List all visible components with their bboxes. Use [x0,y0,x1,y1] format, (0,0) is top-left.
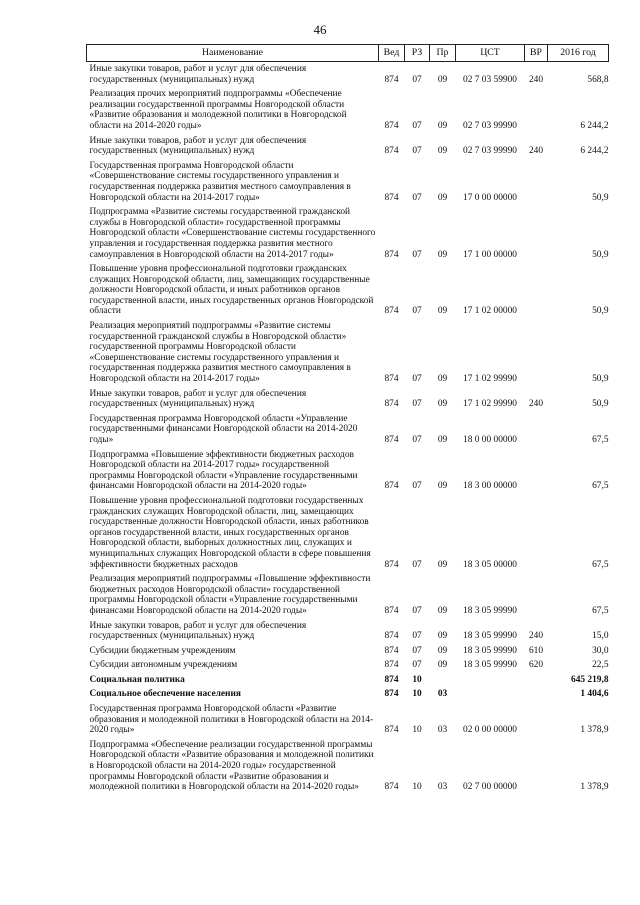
cell-cst: 02 7 03 99990 [463,146,517,157]
cell-name: Реализация прочих мероприятий подпрограммы «Обеспечение реализации государственной программы Новгородской области «Развитие образования и молодежной политики в Новгородской области на 2014-2020 годы» [89,89,347,131]
table-row [87,644,609,659]
cell-name: Повышение уровня профессиональной подготовки гражданских служащих Новгородской области, лиц, замещающих государственные должности Новгородской области, и иных работников органов государственной власти, иных государственных органов Новгородской области [89,264,374,317]
cell-sum: 50,9 [592,374,609,385]
cell-ved: 874 [384,645,399,656]
cell-rz: 10 [412,674,422,685]
table-header-row [87,45,609,62]
cell-name: Социальная политика [89,674,185,685]
cell-cst: 17 0 00 00000 [463,192,517,203]
cell-ved: 874 [384,631,399,642]
cell-vr: 620 [528,660,544,671]
cell-name: Субсидии бюджетным учреждениям [89,645,236,656]
cell-rz: 07 [412,249,422,260]
cell-vr [525,687,548,702]
cell-ved: 874 [384,399,399,410]
cell-pr: 09 [437,645,448,656]
cell-name: Государственная программа Новгородской области «Совершенствование системы государственного управления и государственная поддержка развития местного самоуправления в Новгородской области на 2014-2017 годы» [89,160,351,203]
cell-cst: 18 3 05 99990 [463,645,517,656]
cell-rz: 07 [412,660,422,671]
cell-vr [525,572,548,618]
cell-vr [525,319,548,387]
cell-sum: 15,0 [592,631,609,642]
cell-rz: 07 [412,435,422,445]
table-body [87,62,609,795]
cell-pr: 09 [437,74,448,85]
table-row [87,494,609,572]
cell-pr: 09 [437,660,448,671]
cell-pr: 09 [437,559,448,570]
header-name: Наименование [87,45,379,62]
cell-sum: 50,9 [592,249,609,260]
cell-name: Иные закупки товаров, работ и услуг для обеспечения государственных (муниципальных) нужд [89,620,307,642]
table-row [87,738,609,795]
cell-rz: 07 [412,192,422,203]
cell-cst: 18 3 05 99990 [463,631,517,642]
cell-rz: 07 [412,374,422,385]
cell-ved: 874 [384,146,399,157]
cell-sum: 6 244,2 [580,146,609,157]
cell-rz: 07 [412,605,422,616]
cell-sum: 67,5 [592,559,609,570]
table-row [87,262,609,319]
cell-ved: 874 [384,689,399,700]
cell-vr: 610 [528,645,544,656]
cell-ved: 874 [384,605,399,616]
cell-sum: 50,9 [592,399,609,410]
cell-name: Иные закупки товаров, работ и услуг для обеспечения государственных (муниципальных) нужд [89,64,307,85]
cell-cst [456,687,525,702]
cell-cst: 02 7 00 00000 [463,782,517,793]
cell-name: Субсидии автономным учреждениям [89,660,238,671]
cell-pr: 09 [437,306,448,317]
cell-name: Социальное обеспечение населения [89,689,241,700]
cell-sum: 1 378,9 [580,725,609,736]
cell-vr [525,448,548,494]
cell-name: Иные закупки товаров, работ и услуг для обеспечения государственных (муниципальных) нужд [89,388,307,410]
cell-ved: 874 [384,192,399,203]
table-row [87,658,609,673]
cell-ved: 874 [384,725,399,736]
cell-rz: 07 [412,306,422,317]
cell-cst: 18 3 05 99990 [463,605,517,616]
cell-rz: 07 [412,645,422,656]
cell-ved: 874 [384,559,399,570]
table-row [87,134,609,159]
cell-name: Подпрограмма «Развитие системы государственной гражданской службы в Новгородской области» государственной программы Новгородской области «Совершенствование системы государственного управления и государственная поддержка развития местного самоуправления в Новгородской области на 2014-2017 годы» [89,207,376,260]
cell-sum: 67,5 [592,605,609,616]
budget-table [86,44,609,795]
cell-sum: 67,5 [592,435,609,445]
table-row [87,412,609,448]
cell-sum: 6 244,2 [580,120,609,131]
cell-pr: 09 [437,192,448,203]
cell-cst: 17 1 02 99990 [463,374,517,385]
page-number: 46 [313,22,327,37]
cell-name: Повышение уровня профессиональной подготовки государственных гражданских служащих Новгородской области, лиц, замещающих государственные должности Новгородской области, иных работников органов государственной власти, иных государственных органов Новгородской области, выборных должностных лиц, служащих и муниципальных служащих Новгородской области в сфере повышения эффективности бюджетных расходов [89,495,371,570]
cell-name: Государственная программа Новгородской области «Развитие образования и молодежной политики в Новгородской области на 2014-2020 годы» [89,704,374,736]
cell-vr [525,673,548,688]
cell-rz: 07 [412,631,422,642]
cell-name: Реализация мероприятий подпрограммы «Развитие системы государственной гражданской службы в Новгородской области» государственной программы Новгородской области «Совершенствование системы государственного управления и государственная поддержка развития местного самоуправления в Новгородской области на 2014-2017 годы» [89,321,351,385]
header-ved: Вед [379,45,405,62]
cell-pr: 03 [437,782,448,793]
cell-ved: 874 [384,481,399,492]
cell-name: Подпрограмма «Обеспечение реализации государственной программы Новгородской области «Развитие образования и молодежной политики в Новгородской области на 2014-2020 годы» государственной программы Новгородской области «Развитие образования и молодежной политики в Новгородской области на 2014-2020 годы» [89,739,374,793]
cell-ved: 874 [384,306,399,317]
cell-ved: 874 [384,249,399,260]
cell-vr [525,412,548,448]
cell-ved: 874 [384,120,399,131]
cell-pr: 09 [437,481,448,492]
cell-pr [430,673,456,688]
cell-rz: 10 [412,782,422,793]
header-vr: ВР [525,45,548,62]
cell-sum: 645 219,8 [571,674,609,685]
cell-cst [456,673,525,688]
cell-vr [525,205,548,262]
cell-vr: 240 [528,74,544,85]
cell-pr: 03 [437,689,448,700]
cell-cst: 02 7 03 99990 [463,120,517,131]
cell-pr: 09 [437,374,448,385]
cell-sum: 50,9 [592,192,609,203]
cell-rz: 07 [412,74,422,85]
header-pr: Пр [430,45,456,62]
table-row [87,87,609,133]
cell-sum: 67,5 [592,481,609,492]
cell-name: Реализация мероприятий подпрограммы «Повышение эффективности бюджетных расходов Новгородской области» государственной программы Новгородской области «Управление государственными финансами Новгородской области на 2014-2020 годы» [89,574,371,616]
cell-pr: 09 [437,249,448,260]
cell-rz: 07 [412,146,422,157]
table-row [87,673,609,688]
cell-rz: 07 [412,399,422,410]
cell-ved: 874 [384,660,399,671]
cell-rz: 07 [412,120,422,131]
cell-sum: 50,9 [592,306,609,317]
cell-pr: 09 [437,399,448,410]
cell-vr [525,159,548,205]
cell-sum: 30,0 [592,645,609,656]
table-row [87,62,609,88]
table-row [87,572,609,618]
cell-pr: 03 [437,725,448,736]
cell-sum: 568,8 [587,74,609,85]
cell-ved: 874 [384,435,399,445]
table-row [87,319,609,387]
cell-cst: 17 1 00 00000 [463,249,517,260]
cell-ved: 874 [384,674,399,685]
cell-name: Иные закупки товаров, работ и услуг для обеспечения государственных (муниципальных) нужд [89,135,307,157]
header-cst: ЦСТ [456,45,525,62]
table-row [87,205,609,262]
cell-pr: 09 [437,120,448,131]
table-row [87,687,609,702]
cell-vr [525,738,548,795]
cell-ved: 874 [384,374,399,385]
cell-pr: 09 [437,631,448,642]
cell-pr: 09 [437,146,448,157]
cell-vr [525,702,548,738]
table-row [87,619,609,644]
cell-vr [525,87,548,133]
cell-cst: 18 3 05 00000 [463,559,517,570]
cell-rz: 10 [412,689,422,700]
table-row [87,448,609,494]
cell-pr: 09 [437,605,448,616]
cell-rz: 10 [412,725,422,736]
cell-vr [525,262,548,319]
cell-rz: 07 [412,559,422,570]
cell-name: Государственная программа Новгородской области «Управление государственными финансами Новгородской области на 2014-2020 годы» [89,413,358,445]
cell-vr: 240 [528,146,544,157]
cell-cst: 18 3 05 99990 [463,660,517,671]
cell-cst: 17 1 02 00000 [463,306,517,317]
cell-sum: 22,5 [592,660,609,671]
table-row [87,159,609,205]
table-row [87,702,609,738]
cell-cst: 02 7 03 59900 [463,74,517,85]
table-row [87,387,609,412]
cell-rz: 07 [412,481,422,492]
cell-sum: 1 378,9 [580,782,609,793]
cell-vr: 240 [528,631,544,642]
cell-name: Подпрограмма «Повышение эффективности бюджетных расходов Новгородской области на 2014-2017 годы» государственной программы Новгородской области «Управление государственными финансами Новгородской области на 2014-2020 годы» [89,449,358,492]
cell-cst: 18 3 00 00000 [463,481,517,492]
cell-pr: 09 [437,435,448,445]
cell-vr: 240 [528,399,544,410]
header-sum: 2016 год [548,45,609,62]
cell-cst: 17 1 02 99990 [463,399,517,410]
cell-sum: 1 404,6 [580,689,609,700]
cell-cst: 18 0 00 00000 [463,435,517,445]
cell-ved: 874 [384,74,399,85]
cell-ved: 874 [384,782,399,793]
cell-cst: 02 0 00 00000 [463,725,517,736]
cell-vr [525,494,548,572]
header-rz: РЗ [405,45,430,62]
